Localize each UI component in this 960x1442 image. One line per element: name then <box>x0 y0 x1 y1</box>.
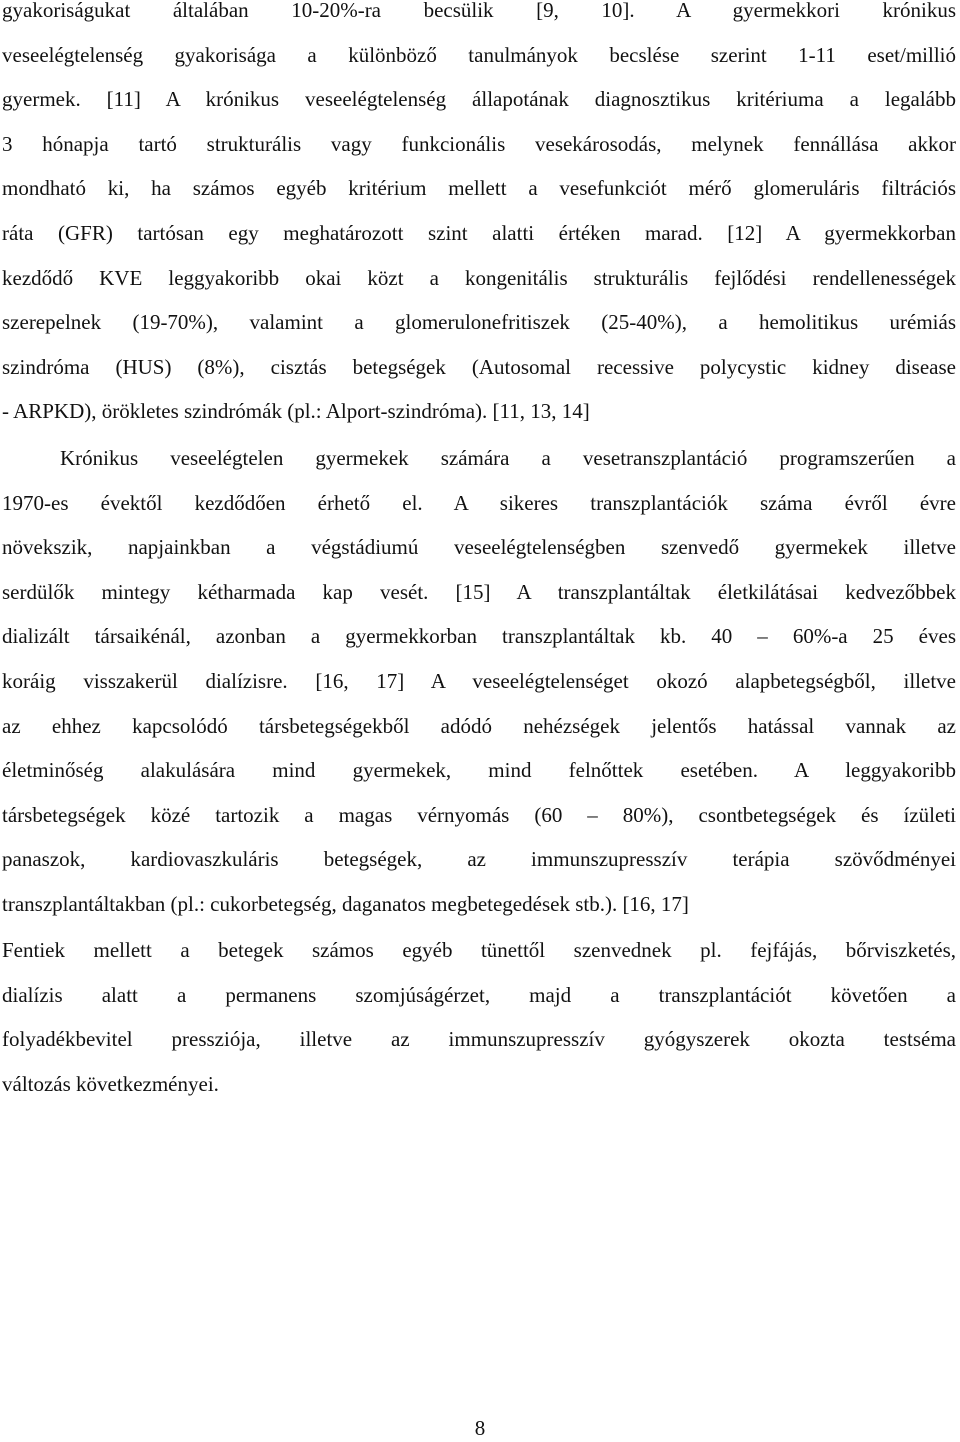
paragraph-1 <box>2 0 956 434</box>
text-line: dialízis alatt a permanens szomjúságérzet, majd a transzplantációt követően a <box>2 982 956 1007</box>
text-line: veseelégtelenség gyakorisága a különböző tanulmányok becslése szerint 1-11 eset/millió <box>2 42 956 67</box>
text-line: koráig visszakerül dialízisre. [16, 17] A veseelégtelenséget okozó alapbetegségből, illetve <box>2 668 956 693</box>
text-line: - ARPKD), örökletes szindrómák (pl.: Alport-szindróma). [11, 13, 14] <box>2 399 590 424</box>
text-line: szindróma (HUS) (8%), cisztás betegségek (Autosomal recessive polycystic kidney disease <box>2 354 956 379</box>
text-line: folyadékbevitel pressziója, illetve az immunszupresszív gyógyszerek okozta testséma <box>2 1027 956 1052</box>
text-line: gyermek. [11] A krónikus veseelégtelenség állapotának diagnosztikus kritériuma a legalább <box>2 87 956 112</box>
text-line: kezdődő KVE leggyakoribb okai közt a kongenitális strukturális fejlődési rendellenességek <box>2 265 956 290</box>
text-line: ráta (GFR) tartósan egy meghatározott szint alatti értéken marad. [12] A gyermekkorban <box>2 220 956 245</box>
text-line: panaszok, kardiovaszkuláris betegségek, az immunszupresszív terápia szövődményei <box>2 847 956 872</box>
text-line: 3 hónapja tartó strukturális vagy funkcionális vesekárosodás, melynek fennállása akkor <box>2 131 956 156</box>
text-line: serdülők mintegy kétharmada kap vesét. [15] A transzplantáltak életkilátásai kedvezőbbek <box>2 579 956 604</box>
text-line: Krónikus veseelégtelen gyermekek számára a vesetranszplantáció programszerűen a <box>60 446 956 470</box>
text-line: életminőség alakulására mind gyermekek, mind felnőttek esetében. A leggyakoribb <box>2 758 956 783</box>
text-line: 1970-es évektől kezdődően érhető el. A sikeres transzplantációk száma évről évre <box>2 490 956 515</box>
text-line: transzplantáltakban (pl.: cukorbetegség, daganatos megbetegedések stb.). [16, 17] <box>2 891 689 916</box>
paragraph-2 <box>2 436 956 927</box>
text-line: változás következményei. <box>2 1071 219 1096</box>
text-line: szerepelnek (19-70%), valamint a glomerulonefritiszek (25-40%), a hemolitikus urémiás <box>2 310 956 335</box>
paragraph-3 <box>2 928 956 1106</box>
text-line: az ehhez kapcsolódó társbetegségekből adódó nehézségek jelentős hatással vannak az <box>2 713 956 738</box>
text-line: gyakoriságukat általában 10-20%-ra becsülik [9, 10]. A gyermekkori krónikus <box>2 0 956 22</box>
text-line: társbetegségek közé tartozik a magas vérnyomás (60 – 80%), csontbetegségek és ízületi <box>2 802 956 827</box>
text-line: növekszik, napjainkban a végstádiumú veseelégtelenségben szenvedő gyermekek illetve <box>2 535 956 560</box>
text-line: Fentiek mellett a betegek számos egyéb tünettől szenvednek pl. fejfájás, bőrviszketés, <box>2 938 956 962</box>
text-line: mondható ki, ha számos egyéb kritérium mellett a vesefunkciót mérő glomeruláris filtrációs <box>2 176 956 201</box>
text-line: dializált társaikénál, azonban a gyermekkorban transzplantáltak kb. 40 – 60%-a 25 éves <box>2 624 956 649</box>
page-number: 8 <box>474 1416 486 1440</box>
